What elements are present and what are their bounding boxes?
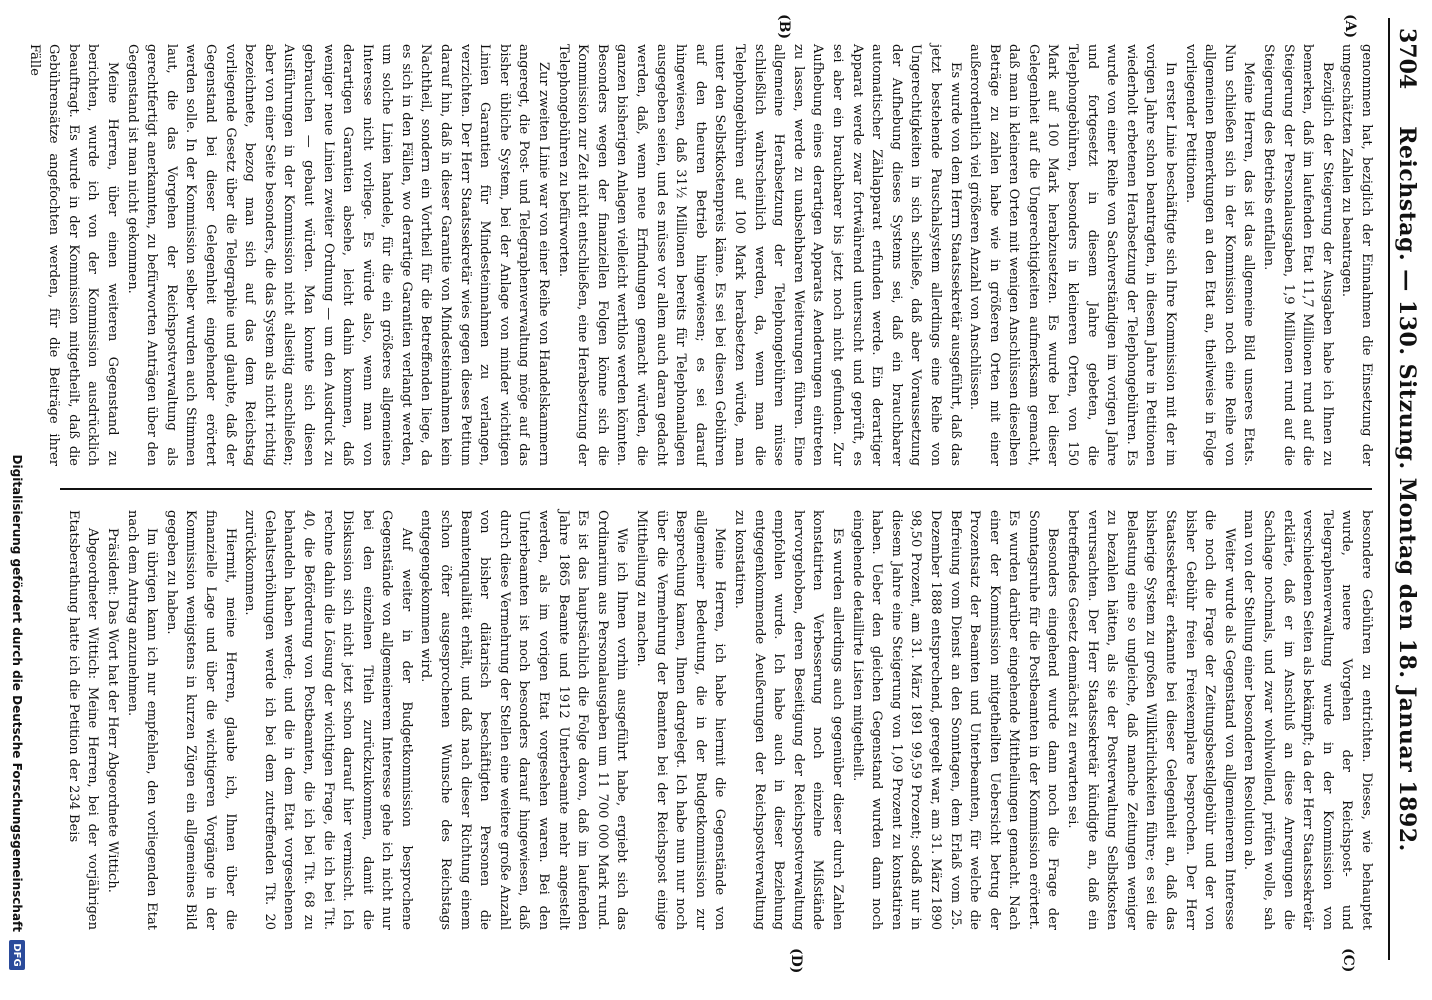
paragraph: Auf weiter in der Budgetkommission besprochene Gegenstände von allgemeinerem Interesse gehe ich nicht nur bei den einzelnen Titeln zurückzukommen, damit die Diskussion sich nicht jetzt schon darauf hier vermischt. Ich rechne dahin die Lösung der wichtigen Frage, die ich bei Tit. 40, die Beförderung von Postbeamten, die ich bei Tit. 68 zu behandeln haben werde; und die in dem Etat vorgesehenen Gehaltserhöhungen werde ich bei dem zutreffenden Tit. 20 zurückkommen. [242, 510, 414, 930]
paragraph: Abgeordneter Wittich: Meine Herren, bei der vorjährigen Etatsberathung hatte ich die Petition der 234 Beis [65, 510, 101, 930]
page-title: Reichstag. — 130. Sitzung. Montag den 18. Januar 1892. [1394, 126, 1420, 852]
page-header [1388, 18, 1424, 960]
paragraph: Besonders eingehend wurde dann noch die Frage der Sonntagsruhe für die Postbeamten in der Kommission erörtert. Es wurden darüber eingehende Mittheilungen gemacht. Nach einer der Kommission mitgetheilten Uebersicht betrug der Prozentsatz der Beamten und Unterbeamten, für welche die Befreiung vom Dienst an den Sonntagen, dem Erlaß vom 25. Dezember 1888 entsprechend, geregelt war, am 31. März 1890 98,50 Prozent, am 31. März 1891 99,59 Prozent; sodaß nur in diesem Jahre eine Steigerung von 1,09 Prozent zu konstatiren haben. Ueber den gleichen Gegenstand wurden dann noch eingehende detaillirte Listen mitgetheilt. [849, 510, 1061, 930]
paragraph: besondere Gebühren zu entrichten. Dieses, wie behauptet wurde, neuere Vorgehen der Reichspost- und Telegraphenverwaltung wurde in der Kommission von verschiedenen Seiten als bekämpft; da der Herr Staatssekretär erklärte, daß er im Anschluß an diese Anregungen die Sachlage nochmals, und zwar wohlwollend, prüfen wolle, sah man von der Stellung einer besonderen Resolution ab. [1241, 510, 1374, 930]
page-number: 3704 [1394, 28, 1420, 90]
column-divider [60, 488, 1372, 490]
paragraph: In erster Linie beschäftigte sich Ihre Kommission mit der im vorigen Jahre schon beantragten, in diesem Jahre in Petitionen wiederholt erbetenen Herabsetzung der Telephongebühren. Es wurde von einer Reihe von Sachverständigen im vorigen Jahre und fortgesetzt in diesem Jahre gebeten, die Telephongebühren, besonders in kleineren Orten, von 150 Mark auf 100 Mark herabzusetzen. Es wurde bei dieser Gelegenheit auf die Ungerechtigkeiten aufmerksam gemacht, daß man in kleineren Orten mit wenigen Anschlüssen dieselben Beträge zu zahlen habe wie in größeren Orten mit einer außerordentlich viel größeren Anzahl von Anschlüssen. [967, 44, 1179, 466]
dfg-logo-icon: DFG [9, 940, 25, 970]
paragraph: genommen hat, beziglich der Einnahmen die Einsetzung der umgeschätzten Zahlen zu beantragen. [1339, 44, 1374, 466]
margin-marker-d: (D) [788, 948, 804, 974]
paragraph: Hiermit, meine Herren, glaube ich, Ihnen über die finanzielle Lage und über die wichtigeren Vorgänge in der Kommission wenigstens in kurzen Zügen ein allgemeines Bild gegeben zu haben. [163, 510, 238, 930]
margin-marker-b: (B) [776, 14, 792, 40]
paragraph: Meine Herren, das ist das allgemeine Bild unseres Etats. Nun schließen sich in der Kommission noch eine Reihe von allgemeinen Bemerkungen an den Etat an, theilweise in Folge vorliegender Petitionen. [1182, 44, 1257, 466]
paragraph: Zur zweiten Linie war von einer Reihe von Handelskammern angeregt, die Post- und Telegraphenverwaltung möge auf das bisher übliche System, bei der Anlage von minder wichtigen Linien Garantien für Mindesteinnahmen zu verlangen, verzichten. Der Herr Staatssekretär wies gegen dieses Petitum darauf hin, daß in dieser Garantie von Mindesteinnahmen kein Nachtheil, sondern ein Vortheil für die Betreffenden liege, da es sich in den Fällen, wo derartige Garantien verlangt werden, um solche Linien handele, für die ein größeres allgemeines Interesse nicht vorliege. Es würde also, wenn man von derartigen Garantien absehe, leicht dahin kommen, daß weniger neue Linien zweiter Ordnung — um den Ausdruck zu gebrauchen — gebaut würden. Man konnte sich diesen Ausführungen in der Kommission nicht allseitig anschließen; aber von einer Seite besonders, die das System als nicht richtig bezeichnete, bezog man sich auf das dem Reichstag vorliegende Gesetz über die Telegraphie und glaubte, daß der Gegenstand bei dieser Gelegenheit eingehender erörtert werden solle. In der Kommission selber wurden auch Stimmen laut, die das Vorgehen der Reichspostverwaltung als gerechtfertigt anerkannten, zu befürworten Anträgen über den Gegenstand ist man nicht gekommen. [124, 44, 552, 466]
paragraph: Meine Herren, über einen weiteren Gegenstand zu berichten, wurde ich von der Kommission ausdrücklich beauftragt. Es wurde in der Kommission mitgetheilt, daß die Gebührensätze angefochten werden, für die Beiträge ihrer Fälle [26, 44, 120, 466]
margin-marker-c: (C) [1340, 948, 1356, 973]
paragraph: Es wurde von dem Herrn Staatssekretär ausgeführt, daß das jetzt bestehende Pauschalsystem allerdings eine Reihe von Ungerechtigkeiten in sich schließe, daß aber Voraussetzung der Aufhebung dieses Systems sei, daß ein brauchbarer automatischer Zählapparat erfunden werde. Ein derartiger Apparat werde zwar fortwährend untersucht und geprüft, es sei aber ein brauchbarer bis jetzt noch nicht gefunden. Zur Aufhebung eines derartigen Apparats Aenderungen eintreten zu lassen, werde zu unabsehbaren Weiterungen führen. Eine allgemeine Herabsetzung der Telephongebühren müsse schließlich wahrscheinlich werden, da, wenn man die Telephongebühren auf 100 Mark herabsetzen würde, man unter den Selbstkostenpreis käme. Es sei bei diesen Gebühren auf den theuren Betrieb hingewiesen; es sei darauf hingewiesen, daß 31½ Millionen bereits für Telephonanlagen ausgegeben seien, und es müsse vor allem auch daran gedacht werden, daß, wenn neue Erfindungen gemacht würden, die ganzen bisherigen Anlagen vielleicht werthlos werden könnten. Besonders wegen der finanziellen Folgen könne sich die Kommission zur Zeit nicht entschließen, eine Herabsetzung der Telephongebühren zu befürworten. [555, 44, 963, 466]
left-column [26, 44, 1376, 466]
digitization-credit [0, 0, 34, 1000]
paragraph: Meine Herren, ich habe hiermit die Gegenstände von allgemeiner Bedeutung, die in der Budgetkommission zur Besprechung kamen, Ihnen dargelegt. Ich habe nun nur noch über die Vermehrung der Beamten bei der Reichspost einige Mittheilung zu machen. [634, 510, 728, 930]
margin-marker-a: (A) [1342, 14, 1358, 39]
paragraph: Präsident: Das Wort hat der Herr Abgeordnete Wittich. [105, 528, 120, 893]
paragraph: Bezüglich der Steigerung der Ausgaben habe ich Ihnen zu bemerken, daß im laufenden Etat 11,7 Millionen rund auf die Steigerung der Personalausgaben, 1,9 Millionen rund auf die Steigerung des Betriebs entfallen. [1261, 44, 1335, 466]
credit-text: Digitalisierung gefördert durch die Deutsche Forschungsgemeinschaft [10, 454, 24, 932]
paragraph: Wie ich Ihnen vorhin ausgeführt habe, ergiebt sich das Ordinarium aus Personalausgaben um 11 700 000 Mark rund. Es ist das hauptsächlich die Folge davon, daß im laufenden Jahre 1865 Beamte und 1912 Unterbeamte mehr angestellt werden, als im vorigen Etat vorgesehen waren. Bei den Unterbeamten ist noch besonders darauf hingewiesen, daß durch diese Vermehrung der Stellen eine weitere große Anzahl von bisher diätarisch beschäftigten Personen die Beamtenqualität erhält, und daß nach dieser Richtung einem schon öfter ausgesprochenen Wunsche des Reichstags entgegengekommen wird. [418, 510, 630, 930]
paragraph: Im übrigen kann ich nur empfehlen, den vorliegenden Etat nach dem Antrag anzunehmen. [124, 510, 160, 930]
paragraph: Weiter wurde als Gegenstand von allgemeinerem Interesse die noch die Frage der Zeitungsbestellgebühr und der von bisher Gebühr freien Freiexemplare besprochen. Der Herr Staatssekretär erkannte bei dieser Gelegenheit an, daß das bisherige System zu großen Willkürlichkeiten führe; es sei die Belastung eine so ungleiche, daß manche Zeitungen weniger zu bezahlen hätten, als sie der Postverwaltung Selbstkosten verursachten. Der Herr Staatssekretär kündigte an, daß ein betreffendes Gesetz demnächst zu erwarten sei. [1065, 510, 1237, 930]
right-column [50, 510, 1376, 930]
paragraph: Es wurden allerdings auch gegenüber dieser durch Zahlen konstatirten Verbesserung noch einzelne Mißstände hervorgehoben, deren Beseitigung der Reichspostverwaltung empfohlen wurde. Ich habe auch in dieser Beziehung entgegenkommende Aeußerungen der Reichspostverwaltung zu konstatiren. [732, 510, 845, 930]
